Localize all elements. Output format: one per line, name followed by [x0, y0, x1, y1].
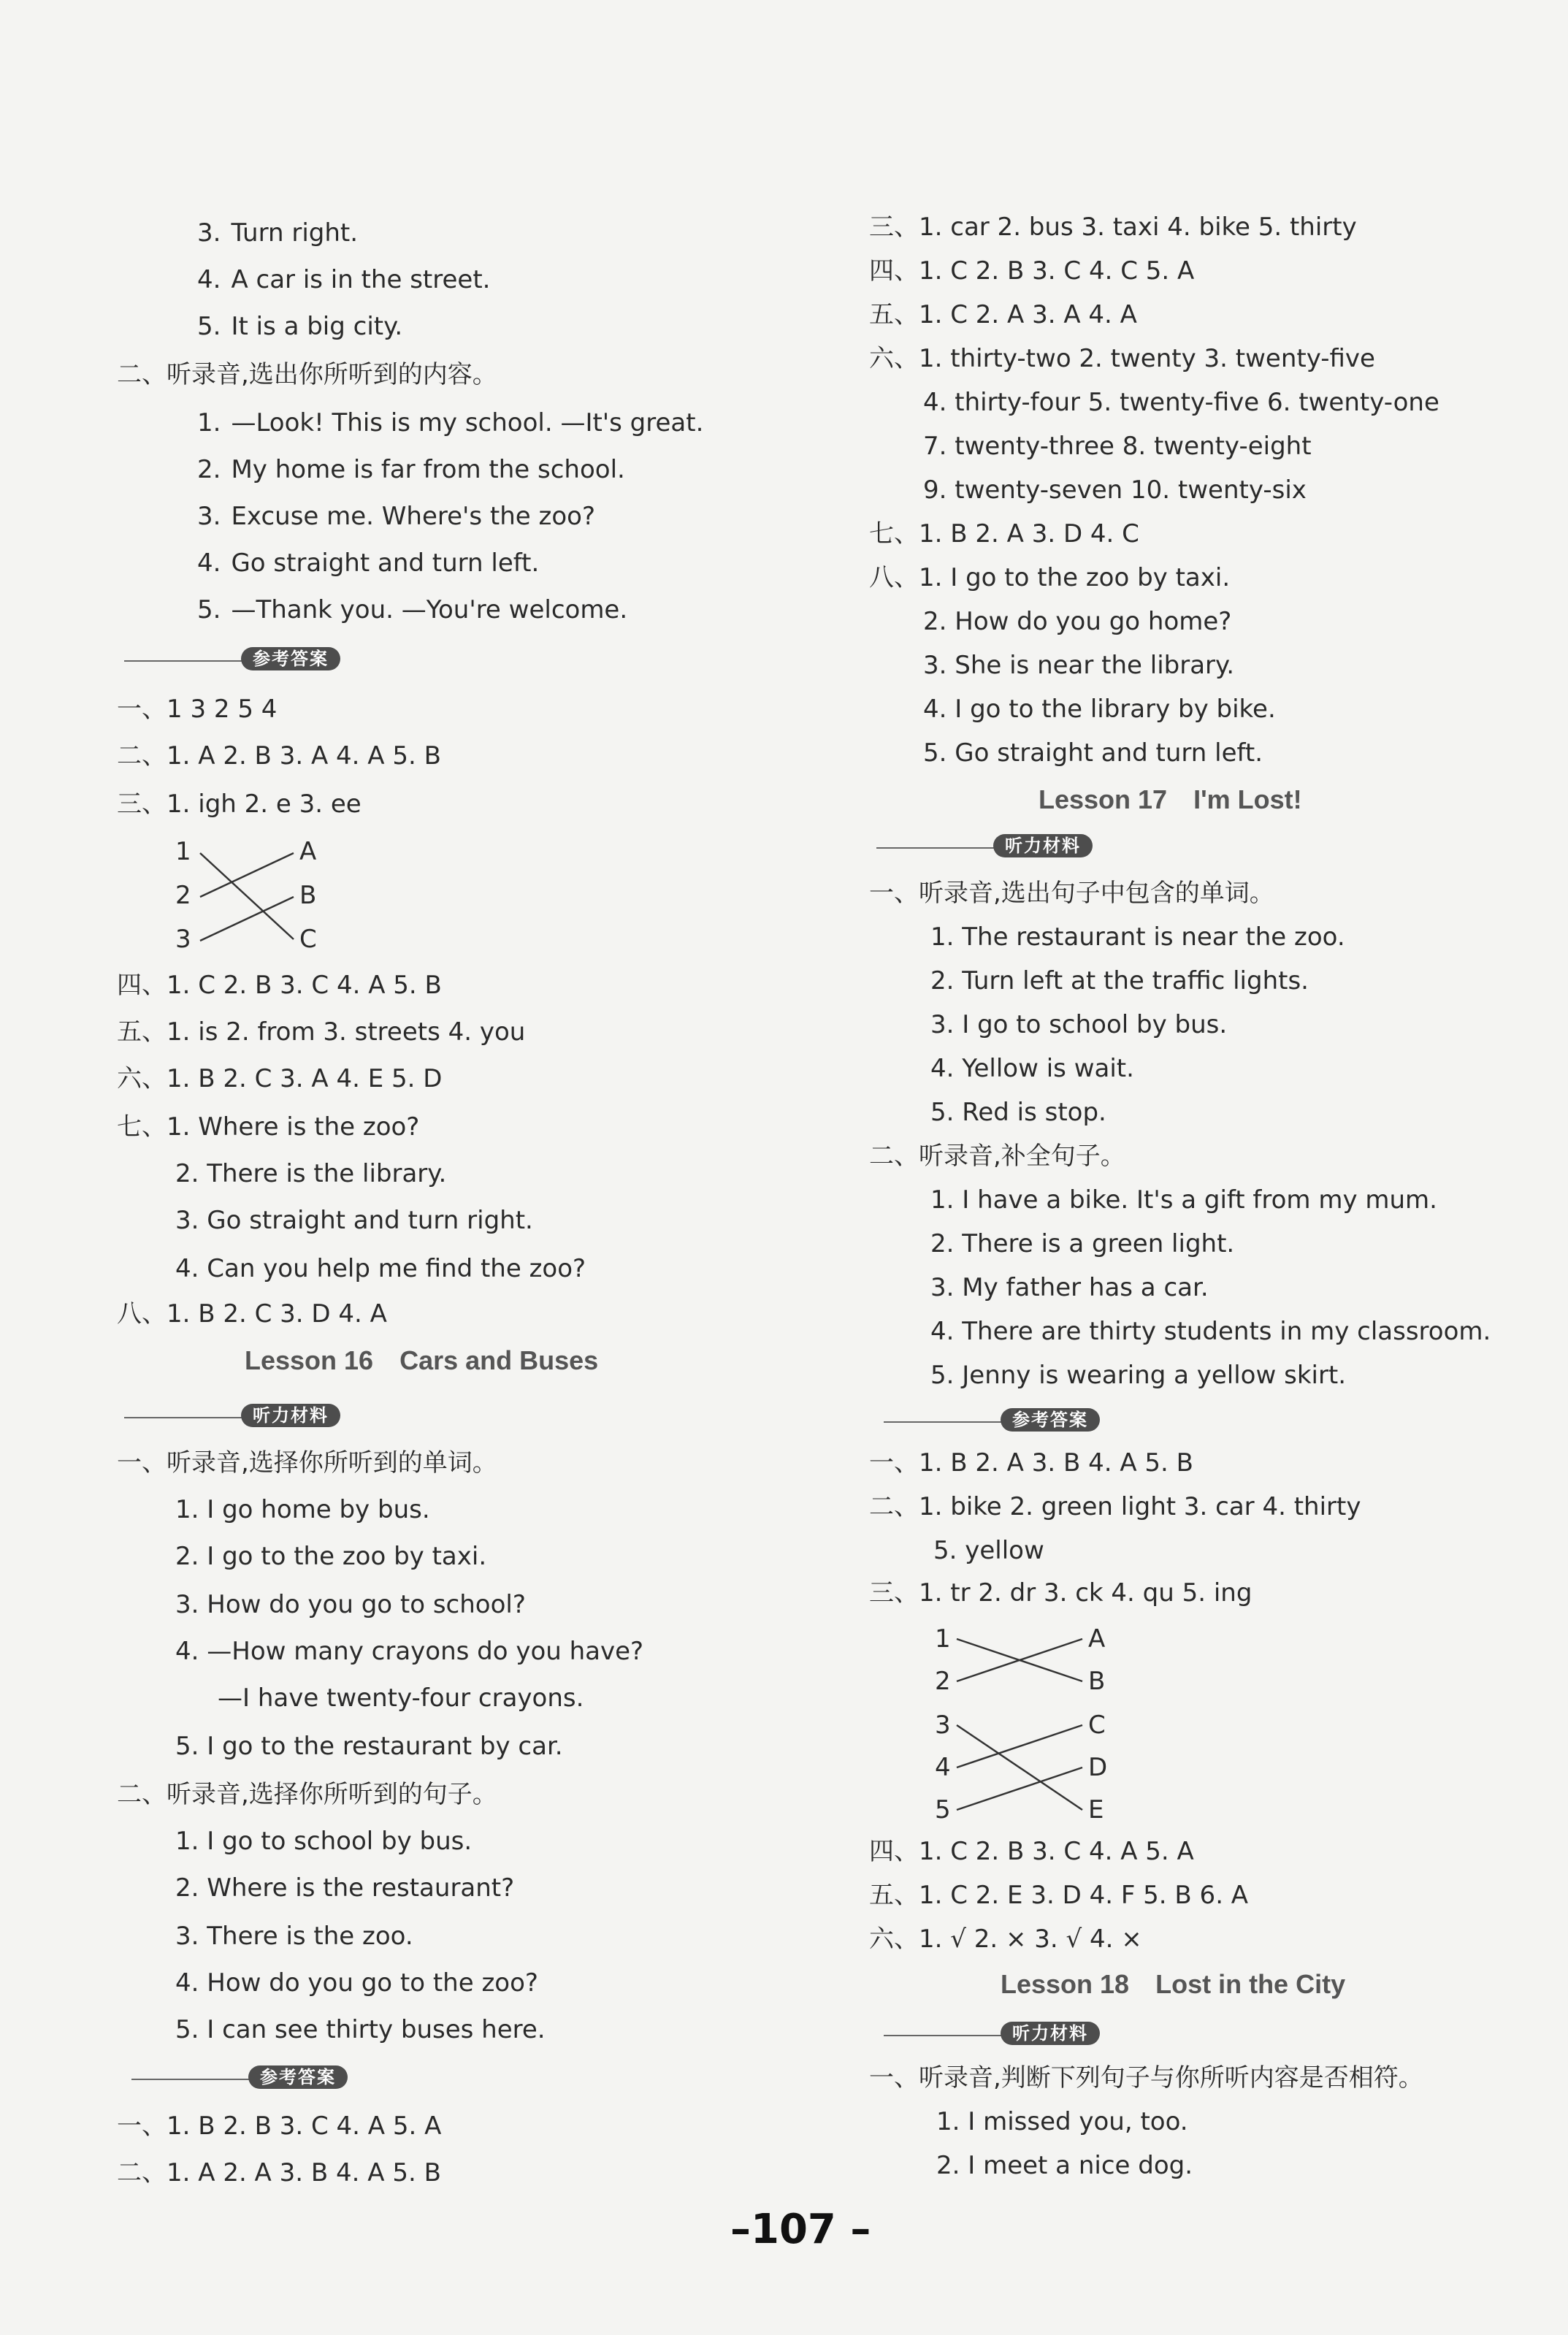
list-item: 4. —How many crayons do you have? [175, 1637, 644, 1666]
match-left-label: 5 [935, 1795, 951, 1824]
answer-line: 5. yellow [933, 1536, 1044, 1565]
answer-line: 一、1 3 2 5 4 [117, 695, 278, 724]
answer-line: 3. She is near the library. [923, 651, 1235, 680]
match-left-label: 1 [935, 1624, 951, 1654]
list-item: 1. The restaurant is near the zoo. [930, 922, 1345, 952]
list-item: 5. Red is stop. [930, 1098, 1106, 1127]
match-right-label: A [1088, 1624, 1106, 1654]
divider-rule [124, 660, 248, 662]
answer-line: 七、1. B 2. A 3. D 4. C [869, 519, 1139, 549]
list-item: 3. How do you go to school? [175, 1590, 526, 1619]
answer-line: 5. Go straight and turn left. [923, 738, 1263, 768]
list-item: 5. It is a big city. [197, 312, 403, 341]
list-item: 3. There is the zoo. [175, 1922, 413, 1951]
lesson-heading: Lesson 16 Cars and Buses [245, 1345, 599, 1375]
matching-diagram [935, 1624, 1110, 1843]
answer-line: 9. twenty-seven 10. twenty-six [923, 475, 1307, 505]
listening-label: 听力材料 [993, 834, 1093, 857]
answer-line: 三、1. car 2. bus 3. taxi 4. bike 5. thirty [869, 213, 1357, 242]
match-left-label: 3 [935, 1711, 951, 1740]
list-item: 3. Turn right. [197, 218, 359, 248]
list-item: 3. My father has a car. [930, 1273, 1209, 1302]
listening-divider [876, 833, 1125, 862]
match-right-label: C [1088, 1711, 1106, 1740]
listening-label: 听力材料 [241, 1404, 340, 1427]
match-left-label: 3 [175, 925, 191, 954]
match-left-label: 2 [175, 881, 191, 910]
section-heading: 二、听录音,补全句子。 [869, 1142, 1125, 1171]
answer-line: 五、1. C 2. E 3. D 4. F 5. B 6. A [869, 1881, 1249, 1910]
list-item: 4. Yellow is wait. [930, 1054, 1134, 1083]
section-heading: 二、听录音,选择你所听到的句子。 [117, 1780, 497, 1809]
answer-line: 五、1. is 2. from 3. streets 4. you [117, 1017, 526, 1047]
match-left-label: 1 [175, 837, 191, 866]
answer-line: 一、1. B 2. A 3. B 4. A 5. B [869, 1448, 1193, 1478]
answer-line: 二、1. A 2. B 3. A 4. A 5. B [117, 741, 441, 771]
list-item: 1. I go home by bus. [175, 1495, 430, 1524]
answer-line: 4. I go to the library by bike. [923, 695, 1276, 724]
divider-rule [131, 2079, 256, 2080]
list-item: 2. Where is the restaurant? [175, 1873, 515, 1903]
divider-rule [876, 847, 1001, 849]
match-right-label: D [1088, 1753, 1108, 1782]
answer-line: 7. twenty-three 8. twenty-eight [923, 432, 1312, 461]
answer-line: 4. Can you help me find the zoo? [175, 1254, 586, 1283]
section-heading: 一、听录音,判断下列句子与你所听内容是否相符。 [869, 2063, 1423, 2093]
answer-line: 八、1. I go to the zoo by taxi. [869, 563, 1231, 592]
list-item: 2. I meet a nice dog. [936, 2151, 1193, 2180]
section-heading: 二、听录音,选出你所听到的内容。 [117, 360, 497, 389]
list-item: 5. I can see thirty buses here. [175, 2015, 546, 2044]
list-item: 4. A car is in the street. [197, 265, 491, 294]
answers-label: 参考答案 [248, 2065, 348, 2089]
list-item: 4. How do you go to the zoo? [175, 1968, 538, 1998]
answer-line: 三、1. igh 2. e 3. ee [117, 790, 362, 819]
answer-line: 4. thirty-four 5. twenty-five 6. twenty-one [923, 388, 1439, 417]
divider-rule [884, 2035, 1008, 2036]
answer-line: 一、1. B 2. B 3. C 4. A 5. A [117, 2112, 442, 2141]
match-left-label: 2 [935, 1667, 951, 1696]
list-item: 1. I have a bike. It's a gift from my mum. [930, 1185, 1437, 1215]
match-right-label: B [299, 881, 317, 910]
match-left-label: 4 [935, 1753, 951, 1782]
match-lines [935, 1624, 1110, 1843]
list-item: 2. Turn left at the traffic lights. [930, 966, 1309, 995]
lesson-heading: Lesson 17 I'm Lost! [1039, 784, 1302, 814]
answer-line: 2. There is the library. [175, 1159, 447, 1188]
list-item: 3. I go to school by bus. [930, 1010, 1228, 1039]
matching-diagram [175, 837, 321, 968]
match-right-label: A [299, 837, 317, 866]
answer-line: 五、1. C 2. A 3. A 4. A [869, 300, 1137, 329]
answer-line: 六、1. √ 2. × 3. √ 4. × [869, 1925, 1142, 1954]
match-right-label: B [1088, 1667, 1106, 1696]
listening-label: 听力材料 [1001, 2022, 1100, 2045]
list-item: 2. I go to the zoo by taxi. [175, 1542, 487, 1571]
answers-divider [884, 1407, 1132, 1436]
list-item: 2. My home is far from the school. [197, 455, 625, 484]
match-right-label: C [299, 925, 317, 954]
list-item: 5. —Thank you. —You're welcome. [197, 595, 628, 624]
match-lines [175, 837, 321, 968]
answer-line: 七、1. Where is the zoo? [117, 1112, 420, 1142]
list-item: 1. I missed you, too. [936, 2107, 1188, 2136]
section-heading: 一、听录音,选出句子中包含的单词。 [869, 879, 1274, 908]
answers-label: 参考答案 [1001, 1408, 1100, 1432]
lesson-heading: Lesson 18 Lost in the City [1001, 1969, 1346, 1999]
page-number: –107 – [730, 2206, 871, 2253]
section-heading: 一、听录音,选择你所听到的单词。 [117, 1448, 497, 1478]
answer-line: 二、1. A 2. A 3. B 4. A 5. B [117, 2158, 441, 2187]
answer-line: 六、1. thirty-two 2. twenty 3. twenty-five [869, 344, 1375, 373]
list-item: 3. Excuse me. Where's the zoo? [197, 502, 595, 531]
answers-label: 参考答案 [241, 647, 340, 670]
answers-divider [131, 2064, 380, 2093]
answer-line: 3. Go straight and turn right. [175, 1206, 533, 1235]
list-item: 5. Jenny is wearing a yellow skirt. [930, 1361, 1347, 1390]
answer-line: 八、1. B 2. C 3. D 4. A [117, 1299, 387, 1329]
list-item: —I have twenty-four crayons. [218, 1684, 584, 1713]
list-item: 1. —Look! This is my school. —It's great. [197, 408, 704, 437]
listening-divider [124, 1402, 372, 1432]
answers-divider [124, 646, 372, 675]
list-item: 2. There is a green light. [930, 1229, 1235, 1258]
answer-line: 四、1. C 2. B 3. C 4. A 5. B [117, 971, 442, 1000]
match-right-label: E [1088, 1795, 1104, 1824]
answer-line: 六、1. B 2. C 3. A 4. E 5. D [117, 1064, 443, 1093]
answer-line: 2. How do you go home? [923, 607, 1232, 636]
answer-line: 二、1. bike 2. green light 3. car 4. thirty [869, 1492, 1361, 1521]
answer-line: 三、1. tr 2. dr 3. ck 4. qu 5. ing [869, 1578, 1253, 1608]
list-item: 4. Go straight and turn left. [197, 549, 540, 578]
list-item: 4. There are thirty students in my classroom. [930, 1317, 1491, 1346]
divider-rule [884, 1421, 1008, 1423]
list-item: 1. I go to school by bus. [175, 1827, 473, 1856]
list-item: 5. I go to the restaurant by car. [175, 1732, 563, 1761]
answer-line: 四、1. C 2. B 3. C 4. A 5. A [869, 1837, 1194, 1866]
answer-line: 四、1. C 2. B 3. C 4. C 5. A [869, 256, 1195, 286]
divider-rule [124, 1417, 248, 1418]
listening-divider [884, 2020, 1132, 2049]
